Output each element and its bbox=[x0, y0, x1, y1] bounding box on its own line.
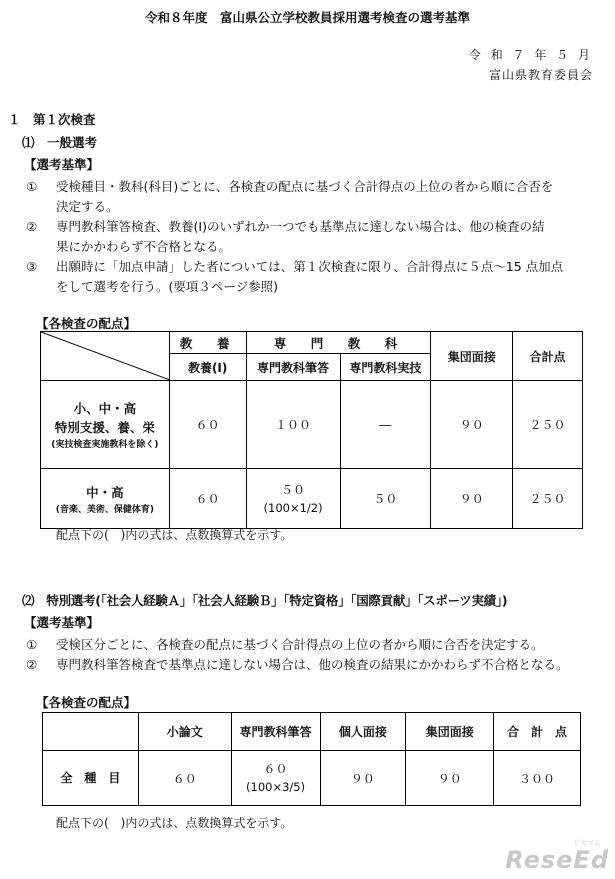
header-shudan: 集団面接 bbox=[406, 713, 494, 751]
header-kyoyo1: 教養(Ⅰ) bbox=[169, 354, 246, 381]
header-shudan: 集団面接 bbox=[431, 332, 513, 381]
header-corner bbox=[43, 713, 139, 751]
header-corner bbox=[41, 332, 170, 381]
resemom-logo bbox=[505, 838, 609, 874]
logo-text: ReseEd bbox=[505, 846, 609, 874]
cell-jitsugi: ― bbox=[340, 381, 431, 469]
row-label bbox=[41, 381, 170, 469]
score-label: 【各検査の配点】 bbox=[36, 695, 137, 710]
row-label-note: (実技検査実施教科を除く) bbox=[51, 440, 159, 450]
row-label-line: 小、中・高 bbox=[73, 401, 137, 416]
row-label-line: 中・高 bbox=[86, 484, 124, 500]
table-row bbox=[43, 751, 581, 806]
table-row bbox=[41, 381, 583, 469]
cell-total: ２５０ bbox=[513, 469, 583, 529]
section-heading: １ 第１次検査 bbox=[8, 112, 96, 127]
cell-hitto: １００ bbox=[246, 381, 340, 469]
cell-hitto bbox=[231, 751, 320, 806]
cell-shudan: ９０ bbox=[431, 381, 513, 469]
item-mark: ② bbox=[26, 219, 38, 234]
logo-subtext: リセマム bbox=[573, 839, 601, 847]
cell-shudan: ９０ bbox=[406, 751, 494, 806]
cell-hitto-formula: (100×3/5) bbox=[246, 780, 306, 794]
row-label bbox=[41, 469, 170, 529]
cell-total: ３００ bbox=[494, 751, 581, 806]
item-mark: ③ bbox=[26, 259, 38, 274]
item-mark: ① bbox=[26, 637, 38, 652]
item-text: 専門教科筆答検査で基準点に達しない場合は、他の検査の結果にかかわらず不合格となる。 bbox=[56, 657, 569, 672]
row-label: 全 種 目 bbox=[43, 751, 139, 806]
header-hitto: 専門教科筆答 bbox=[246, 354, 340, 381]
cell-total: ２５０ bbox=[513, 381, 583, 469]
criteria-item-cont: をして選考を行う。(要項３ページ参照) bbox=[56, 279, 279, 294]
cell-shudan: ９０ bbox=[431, 469, 513, 529]
criteria-item bbox=[26, 177, 553, 195]
cell-ronbun: ６０ bbox=[138, 751, 231, 806]
cell-kojin: ９０ bbox=[320, 751, 406, 806]
header-kojin: 個人面接 bbox=[320, 713, 406, 751]
score-table-special bbox=[42, 712, 581, 806]
item-mark: ② bbox=[26, 657, 38, 672]
cell-hitto-value: ５０ bbox=[281, 482, 306, 497]
header-hitto: 専門教科筆答 bbox=[231, 713, 320, 751]
criteria-item-cont: 決定する。 bbox=[56, 199, 119, 214]
item-mark: ① bbox=[26, 179, 38, 194]
row-label-line: 特別支援、養、栄 bbox=[54, 420, 155, 435]
diagonal-line bbox=[41, 332, 170, 380]
header-jitsugi: 専門教科実技 bbox=[340, 354, 431, 381]
special-selection-heading: ⑵ 特別選考(「社会人経験Ａ」「社会人経験Ｂ」「特定資格」「国際貢献」「スポーツ実績」) bbox=[22, 593, 508, 608]
cell-hitto-formula: (100×1/2) bbox=[263, 500, 323, 515]
document-title: 令和８年度 富山県公立学校教員採用選考検査の選考基準 bbox=[144, 10, 470, 25]
item-text: 受検種目・教科(科目)ごとに、各検査の配点に基づく合計得点の上位の者から順に合否を bbox=[56, 179, 554, 194]
header-senmon-group: 専 門 教 科 bbox=[246, 332, 431, 354]
header-ronbun: 小論文 bbox=[138, 713, 231, 751]
general-selection-heading: ⑴ 一般選考 bbox=[22, 135, 98, 150]
criteria-label: 【選考基準】 bbox=[24, 157, 100, 172]
row-label-note: (音楽、美術、保健体育) bbox=[55, 504, 154, 515]
table-note: 配点下の( )内の式は、点数換算式を示す。 bbox=[56, 816, 293, 830]
cell-kyoyo: ６０ bbox=[169, 469, 246, 529]
table-row bbox=[41, 469, 583, 529]
criteria-label: 【選考基準】 bbox=[24, 615, 100, 630]
table-note: 配点下の( )内の式は、点数換算式を示す。 bbox=[56, 528, 293, 542]
header-total: 合計点 bbox=[513, 332, 583, 381]
item-text: 専門教科筆答検査、教養(Ⅰ)のいずれか一つでも基準点に達しない場合は、他の検査の結 bbox=[56, 219, 545, 234]
cell-kyoyo: ６０ bbox=[169, 381, 246, 469]
criteria-item-cont: 果にかかわらず不合格となる。 bbox=[56, 239, 232, 254]
cell-hitto-value: ６０ bbox=[263, 762, 288, 776]
score-table-general bbox=[40, 331, 583, 529]
criteria-item bbox=[26, 217, 544, 235]
item-text: 出願時に「加点申請」した者については、第１次検査に限り、合計得点に５点～15 点加点 bbox=[56, 259, 564, 274]
criteria-item bbox=[26, 635, 544, 653]
header-kyoyo-group: 教 養 bbox=[169, 332, 246, 354]
criteria-item bbox=[26, 655, 569, 673]
header-total: 合 計 点 bbox=[494, 713, 581, 751]
criteria-item bbox=[26, 257, 563, 275]
issued-date: 令 和 ７ 年 ５ 月 bbox=[468, 48, 593, 62]
cell-hitto bbox=[246, 469, 340, 529]
issuer: 富山県教育委員会 bbox=[488, 68, 593, 82]
item-text: 受検区分ごとに、各検査の配点に基づく合計得点の上位の者から順に合否を決定する。 bbox=[56, 637, 544, 652]
score-label: 【各検査の配点】 bbox=[36, 316, 137, 331]
cell-jitsugi: ５０ bbox=[340, 469, 431, 529]
